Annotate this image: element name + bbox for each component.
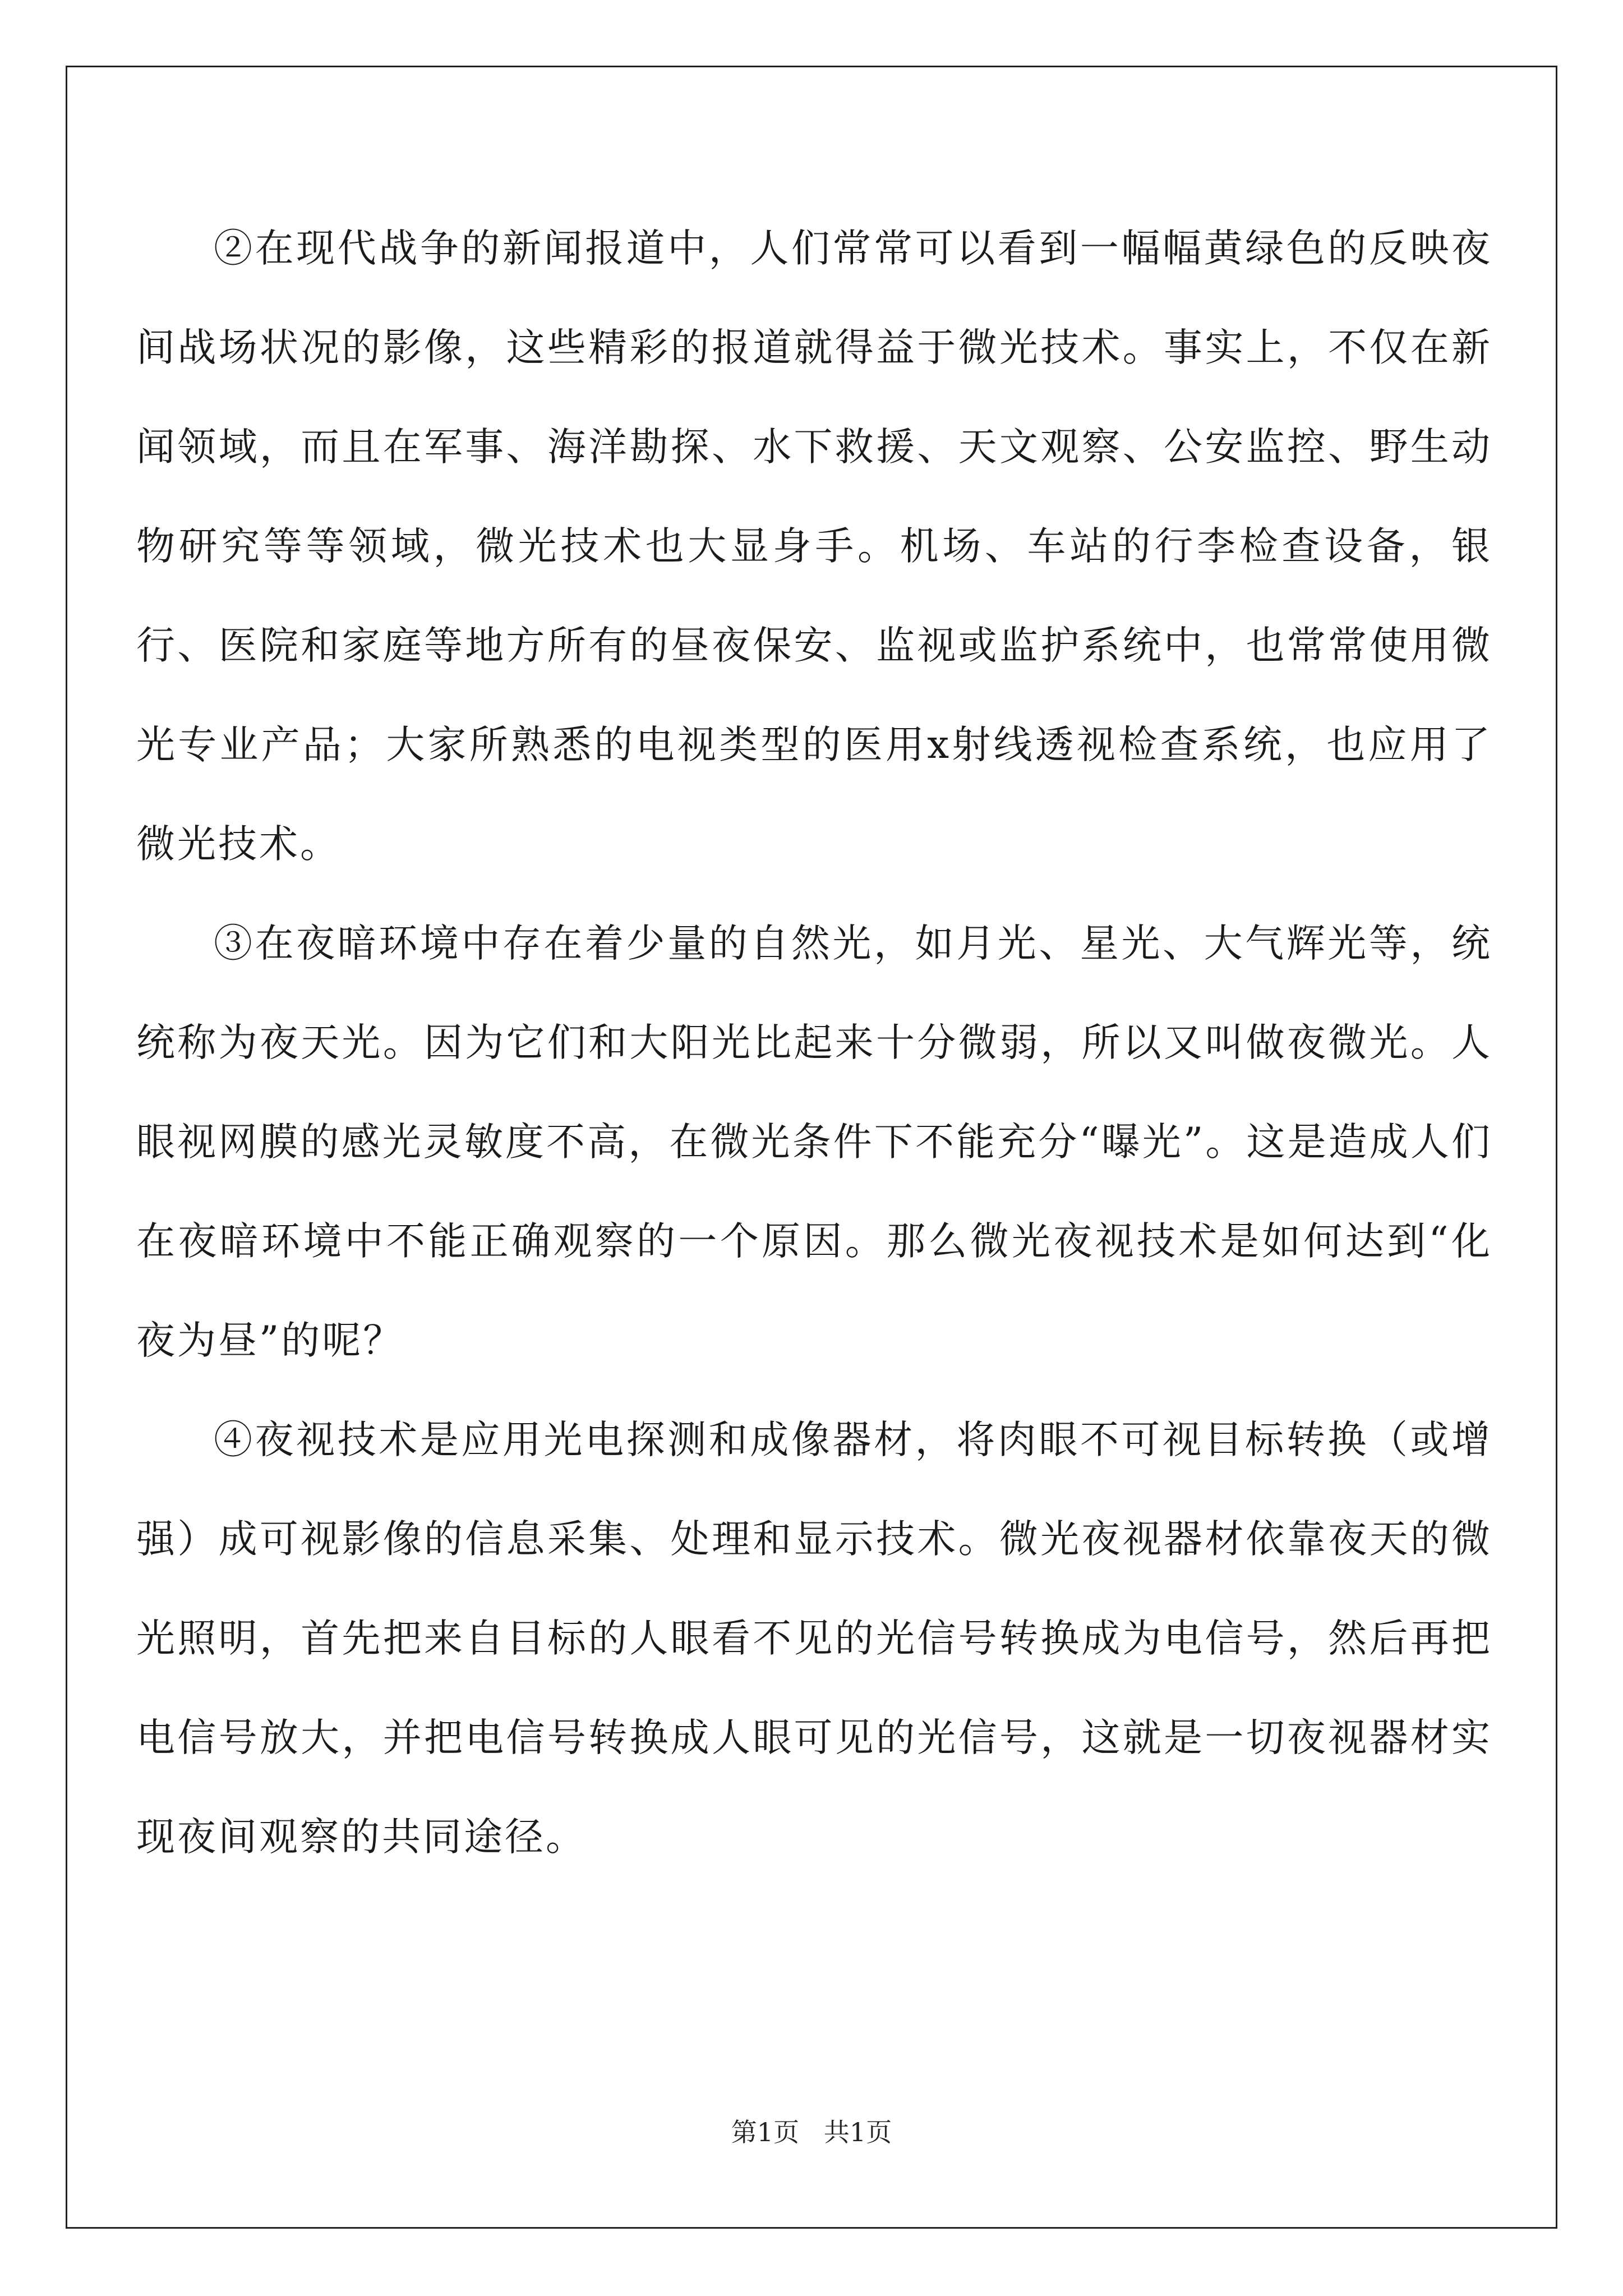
paragraph-3: ③在夜暗环境中存在着少量的自然光，如月光、星光、大气辉光等，统统称为夜天光。因为它们和大阳光比起来十分微弱，所以又叫做夜微光。人眼视网膜的感光灵敏度不高，在微光条件下不能充分“曝光”。这是造成人们在夜暗环境中不能正确观察的一个原因。那么微光夜视技术是如何达到“化夜为昼”的呢？	[136, 921, 1492, 1363]
page-number-footer: 第1页 共1页	[731, 2117, 892, 2147]
paragraph-4: ④夜视技术是应用光电探测和成像器材，将肉眼不可视目标转换（或增强）成可视影像的信息采集、处理和显示技术。微光夜视器材依靠夜天的微光照明，首先把来自目标的人眼看不见的光信号转换成为电信号，然后再把电信号放大，并把电信号转换成人眼可见的光信号，这就是一切夜视器材实现夜间观察的共同途径。	[136, 1418, 1492, 1860]
document-body	[136, 199, 1492, 1887]
paragraph-2: ②在现代战争的新闻报道中，人们常常可以看到一幅幅黄绿色的反映夜间战场状况的影像，这些精彩的报道就得益于微光技术。事实上，不仅在新闻领域，而且在军事、海洋勘探、水下救援、天文观察、公安监控、野生动物研究等等领域，微光技术也大显身手。机场、车站的行李检查设备，银行、医院和家庭等地方所有的昼夜保安、监视或监护系统中，也常常使用微光专业产品；大家所熟悉的电视类型的医用x射线透视检查系统，也应用了微光技术。	[136, 226, 1492, 867]
